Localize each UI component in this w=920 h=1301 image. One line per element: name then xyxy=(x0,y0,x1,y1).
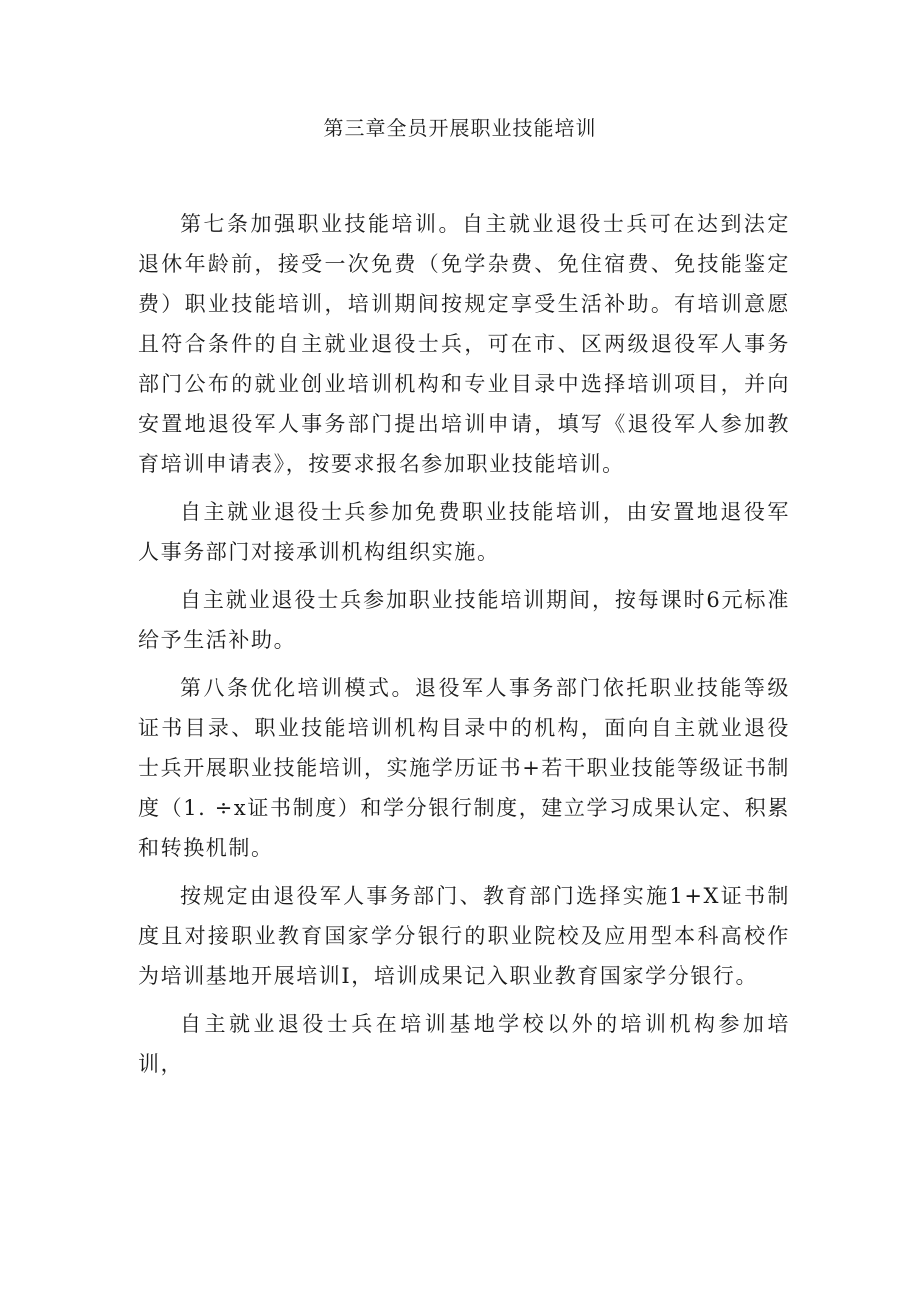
paragraph-other-institutions: 自主就业退役士兵在培训基地学校以外的培训机构参加培训， xyxy=(138,1012,790,1076)
paragraph-training-base: 按规定由退役军人事务部门、教育部门选择实施1+X证书制度且对接职业教育国家学分银行的职业院校及应用型本科高校作为培训基地开展培训I，培训成果记入职业教育国家学分银行。 xyxy=(138,884,790,988)
chapter-title: 第三章全员开展职业技能培训 xyxy=(323,116,597,140)
document-body xyxy=(138,204,790,1092)
paragraph-article-7: 第七条加强职业技能培训。自主就业退役士兵可在达到法定退休年龄前，接受一次免费（免学杂费、免住宿费、免技能鉴定费）职业技能培训，培训期间按规定享受生活补助。有培训意愿且符合条件的自主就业退役士兵，可在市、区两级退役军人事务部门公布的就业创业培训机构和专业目录中选择培训项目，并向安置地退役军人事务部门提出培训申请，填写《退役军人参加教育培训申请表》，按要求报名参加职业技能培训。 xyxy=(138,212,790,476)
paragraph-living-subsidy: 自主就业退役士兵参加职业技能培训期间，按每课时6元标准给予生活补助。 xyxy=(138,588,790,652)
paragraph-article-8: 第八条优化培训模式。退役军人事务部门依托职业技能等级证书目录、职业技能培训机构目录中的机构，面向自主就业退役士兵开展职业技能培训，实施学历证书+若干职业技能等级证书制度（1. ÷x证书制度）和学分银行制度，建立学习成果认定、积累和转换机制。 xyxy=(138,676,790,860)
paragraph-free-training: 自主就业退役士兵参加免费职业技能培训，由安置地退役军人事务部门对接承训机构组织实施。 xyxy=(138,500,790,564)
